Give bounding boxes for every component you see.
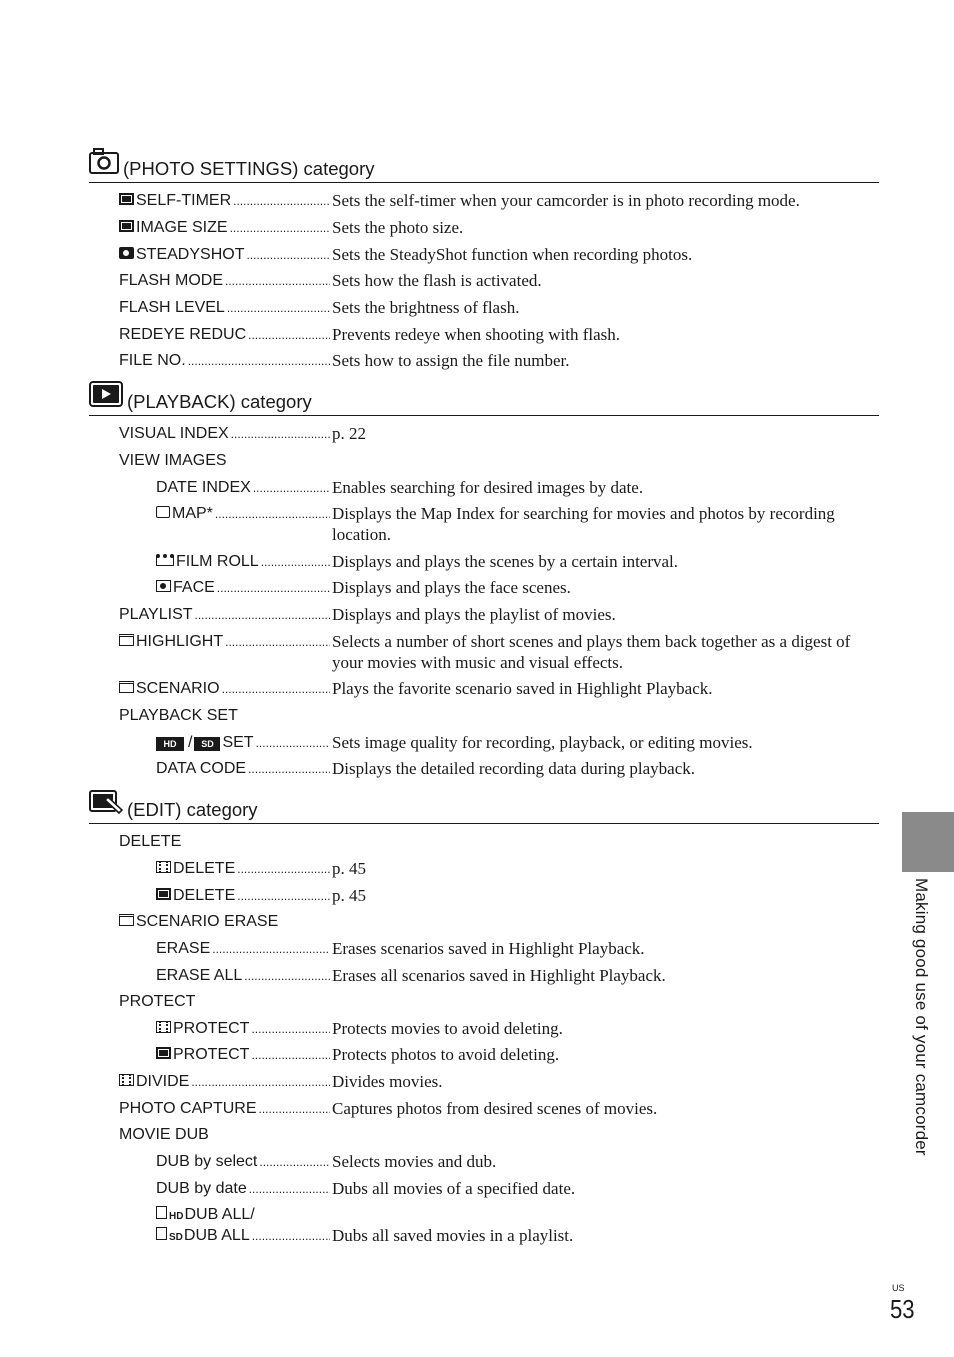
menu-row (119, 423, 330, 445)
face-icon (156, 580, 171, 592)
menu-row (156, 477, 330, 499)
hd-icon: HD (156, 737, 184, 751)
movie-icon (156, 1021, 171, 1033)
menu-row (156, 965, 330, 987)
menu-item-description: Displays and plays the face scenes. (332, 578, 571, 597)
menu-item-description: Divides movies. (332, 1072, 443, 1091)
menu-row (119, 324, 330, 346)
sd-badge: SD (169, 1232, 183, 1243)
menu-item-label: DATA CODE (156, 760, 247, 777)
menu-item-label: DIVIDE (136, 1073, 190, 1090)
menu-item-description: Sets image quality for recording, playback, or editing movies. (332, 733, 753, 752)
menu-item-label: REDEYE REDUC (119, 326, 247, 343)
sd-icon: SD (194, 737, 220, 751)
menu-item-label: DUB ALL/ (184, 1206, 255, 1223)
menu-item-description: Protects movies to avoid deleting. (332, 1019, 563, 1038)
menu-item-label: SELF-TIMER (136, 192, 232, 209)
menu-item-description: Selects movies and dub. (332, 1152, 497, 1171)
menu-item-description: Sets the brightness of flash. (332, 298, 520, 317)
section-header-edit (89, 789, 879, 824)
menu-item-description: Displays and plays the playlist of movies. (332, 605, 616, 624)
menu-row (156, 503, 330, 525)
menu-row (156, 1044, 330, 1066)
photo-icon (156, 888, 171, 900)
menu-group-label: DELETE (119, 833, 182, 850)
photo-icon (156, 1047, 171, 1059)
menu-group-label: PLAYBACK SET (119, 707, 238, 724)
menu-item-description: Sets how the flash is activated. (332, 271, 542, 290)
playback-icon (89, 381, 123, 412)
section-header-photo-settings (89, 148, 879, 183)
camera-icon (119, 247, 134, 259)
menu-row (119, 1124, 209, 1145)
menu-item-label: SET (222, 734, 254, 751)
highlight-icon (119, 681, 134, 693)
menu-item-description: Dubs all saved movies in a playlist. (332, 1226, 574, 1245)
menu-row (119, 911, 278, 932)
menu-item-label: HIGHLIGHT (136, 633, 224, 650)
menu-item-description: p. 45 (332, 859, 366, 878)
menu-item-label: DATE INDEX (156, 479, 251, 496)
film-roll-icon (156, 554, 174, 566)
menu-group-label: PROTECT (119, 993, 196, 1010)
menu-row (119, 217, 330, 239)
edit-icon (89, 789, 123, 820)
section-header-playback (89, 381, 879, 416)
menu-group-label: SCENARIO ERASE (136, 913, 279, 930)
chapter-side-label: Making good use of your camcorder (912, 878, 931, 1156)
menu-row (119, 1071, 330, 1093)
menu-row (119, 350, 330, 372)
section-title-playback: (PLAYBACK) category (127, 391, 312, 412)
menu-row (156, 732, 330, 754)
menu-row (119, 450, 227, 471)
menu-row (156, 1178, 330, 1200)
menu-item-description: p. 45 (332, 886, 366, 905)
menu-item-label: FILM ROLL (176, 553, 259, 570)
menu-row (119, 678, 330, 700)
menu-item-label: SCENARIO (136, 680, 220, 697)
menu-item-description: p. 22 (332, 424, 366, 443)
playlist-hd-icon (156, 1206, 167, 1219)
menu-item-label: FLASH MODE (119, 272, 224, 289)
menu-item-label: IMAGE SIZE (136, 219, 228, 236)
page-number: 53 (890, 1294, 915, 1324)
menu-item-label: FILE NO. (119, 352, 186, 369)
photo-icon (119, 220, 134, 232)
menu-item-description: Sets the photo size. (332, 218, 464, 237)
menu-row (156, 1225, 330, 1248)
menu-item-description: Displays and plays the scenes by a certain interval. (332, 552, 679, 571)
menu-item-label: ERASE ALL (156, 967, 243, 984)
menu-row (156, 885, 330, 907)
menu-row (119, 604, 330, 626)
menu-row (156, 551, 330, 573)
menu-item-label: DUB by select (156, 1153, 258, 1170)
menu-item-description: Sets the self-timer when your camcorder is in photo recording mode. (332, 191, 800, 210)
menu-group-label: MOVIE DUB (119, 1126, 209, 1143)
menu-item-description: Displays the Map Index for searching for movies and photos by recording location. (332, 504, 835, 544)
movie-icon (119, 1074, 134, 1086)
menu-item-label: PLAYLIST (119, 606, 193, 623)
menu-row (156, 577, 330, 599)
menu-item-description: Captures photos from desired scenes of movies. (332, 1099, 658, 1118)
menu-item-description: Prevents redeye when shooting with flash. (332, 325, 620, 344)
menu-item-label: FACE (173, 579, 215, 596)
menu-row (156, 1151, 330, 1173)
menu-item-label: PROTECT (173, 1020, 250, 1037)
playlist-sd-icon (156, 1227, 167, 1240)
menu-row (119, 631, 330, 653)
hd-badge: HD (169, 1211, 184, 1222)
menu-row (156, 938, 330, 960)
menu-item-label: PROTECT (173, 1046, 250, 1063)
menu-item-label: DUB ALL (183, 1227, 250, 1244)
menu-item-label: PHOTO CAPTURE (119, 1100, 257, 1117)
menu-row (156, 1018, 330, 1040)
menu-row (119, 244, 330, 266)
highlight-icon (119, 914, 134, 926)
menu-row (119, 190, 330, 212)
menu-item-description: Displays the detailed recording data during playback. (332, 759, 696, 778)
menu-row (156, 1204, 255, 1227)
menu-item-description: Dubs all movies of a specified date. (332, 1179, 576, 1198)
slash-separator: / (188, 734, 193, 751)
menu-row (156, 758, 330, 780)
map-icon (156, 506, 170, 518)
menu-item-label: DELETE (173, 887, 236, 904)
menu-row (119, 297, 330, 319)
page-region-label: US (892, 1283, 905, 1293)
menu-group-label: VIEW IMAGES (119, 452, 227, 469)
section-title-photo-settings: (PHOTO SETTINGS) category (123, 158, 375, 179)
menu-item-description: Protects photos to avoid deleting. (332, 1045, 560, 1064)
menu-item-label: FLASH LEVEL (119, 299, 225, 316)
menu-item-description: Sets how to assign the file number. (332, 351, 570, 370)
menu-row (119, 831, 181, 852)
photo-icon (119, 193, 134, 205)
menu-row (119, 1098, 330, 1120)
menu-item-description: Erases scenarios saved in Highlight Playback. (332, 939, 645, 958)
menu-item-label: MAP* (172, 505, 213, 522)
menu-item-description: Enables searching for desired images by date. (332, 478, 644, 497)
menu-item-label: DUB by date (156, 1180, 247, 1197)
menu-row (119, 270, 330, 292)
section-title-edit: (EDIT) category (127, 799, 258, 820)
camera-photo-settings-icon (89, 148, 119, 179)
menu-row (119, 705, 238, 726)
menu-item-description: Selects a number of short scenes and plays them back together as a digest of your movies with music and visual effects. (332, 632, 851, 672)
menu-item-label: ERASE (156, 940, 211, 957)
chapter-side-tab (902, 812, 954, 872)
menu-item-description: Erases all scenarios saved in Highlight Playback. (332, 966, 666, 985)
menu-item-description: Plays the favorite scenario saved in Highlight Playback. (332, 679, 713, 698)
highlight-icon (119, 634, 134, 646)
menu-item-label: DELETE (173, 860, 236, 877)
menu-row (119, 991, 195, 1012)
menu-row (156, 858, 330, 880)
menu-item-description: Sets the SteadyShot function when recording photos. (332, 245, 693, 264)
menu-item-label: STEADYSHOT (136, 246, 245, 263)
movie-icon (156, 861, 171, 873)
menu-item-label: VISUAL INDEX (119, 425, 229, 442)
